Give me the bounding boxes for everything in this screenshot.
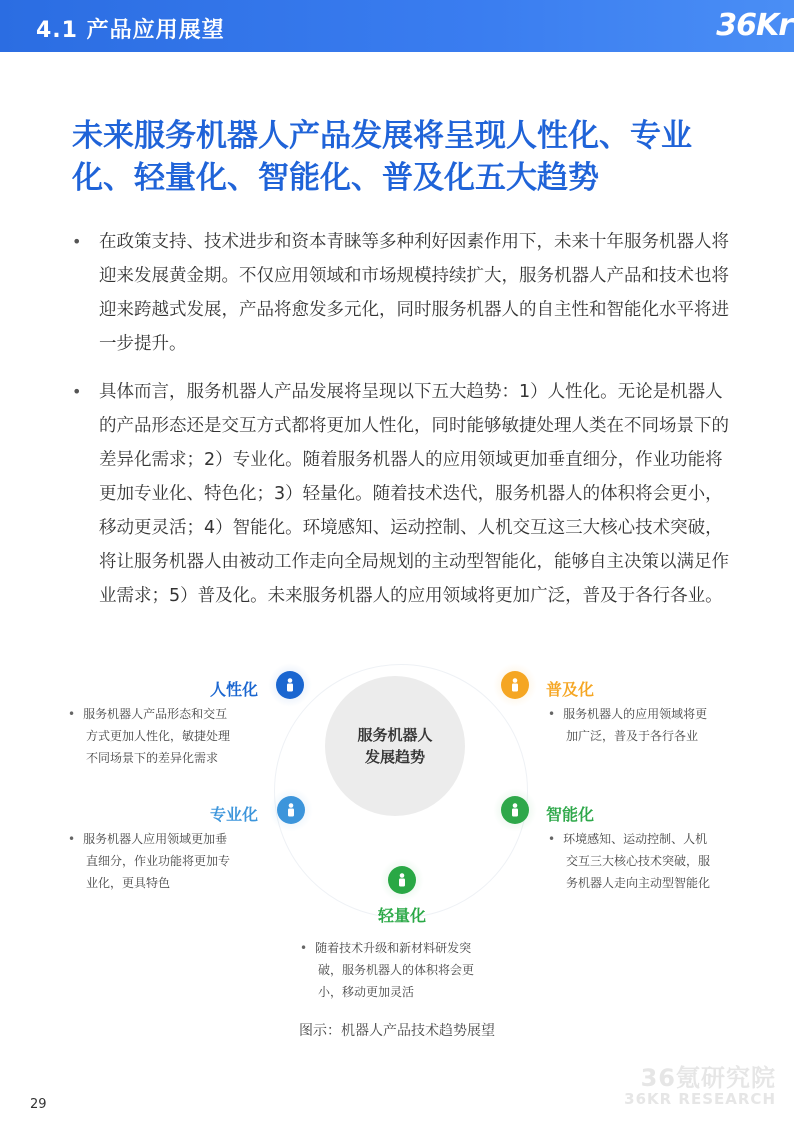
- bullet-dot: •: [72, 382, 82, 401]
- desc-line: 小，移动更加灵活: [318, 985, 415, 999]
- desc-bullet: •: [548, 832, 556, 846]
- desc-line: 交互三大核心技术突破，服: [566, 854, 711, 868]
- desc-line: • 随着技术升级和新材料研发突: [300, 941, 472, 955]
- trend-title-popularized: 普及化: [546, 680, 595, 699]
- desc-bullet: •: [300, 941, 308, 955]
- person-icon: [388, 866, 416, 894]
- center-label-line1: 服务机器人: [357, 726, 433, 744]
- trend-desc-popularized: [548, 703, 748, 747]
- desc-line: • 服务机器人应用领域更加垂: [68, 832, 228, 846]
- trend-desc-humanized: [68, 703, 268, 769]
- trend-desc-professional: [68, 828, 268, 894]
- trend-title-lightweight: 轻量化: [378, 906, 427, 925]
- header-bar: [0, 0, 794, 52]
- desc-bullet: •: [68, 707, 76, 721]
- person-icon: [501, 671, 529, 699]
- trend-title-intelligent: 智能化: [546, 805, 595, 824]
- page-headline: 未来服务机器人产品发展将呈现人性化、专业化、轻量化、智能化、普及化五大趋势: [72, 118, 692, 196]
- watermark-cn: 36氪研究院: [640, 1064, 776, 1092]
- person-icon: [277, 796, 305, 824]
- trend-desc-intelligent: [548, 828, 748, 894]
- person-icon: [276, 671, 304, 699]
- bullet-item: [72, 375, 732, 613]
- bullet-item: [72, 225, 732, 361]
- brand-logo: 36Kr: [716, 8, 792, 43]
- figure-caption: 图示：机器人产品技术趋势展望: [299, 1023, 495, 1039]
- watermark-en: 36KR RESEARCH: [624, 1090, 776, 1108]
- person-icon: [501, 796, 529, 824]
- desc-line: 破，服务机器人的体积将会更: [318, 963, 475, 977]
- section-title: 4.1 产品应用展望: [36, 18, 225, 43]
- diagram-center: [325, 676, 465, 816]
- trend-title-professional: 专业化: [210, 805, 259, 824]
- desc-line: 业化，更具特色: [86, 876, 171, 890]
- desc-line: 务机器人走向主动型智能化: [566, 876, 711, 890]
- desc-bullet: •: [548, 707, 556, 721]
- desc-line: 直细分，作业功能将更加专: [86, 854, 231, 868]
- page-number: 29: [30, 1097, 47, 1112]
- bullet-text: 在政策支持、技术进步和资本青睐等多种利好因素作用下，未来十年服务机器人将迎来发展黄金期。不仅应用领域和市场规模持续扩大，服务机器人产品和技术也将迎来跨越式发展，产品将愈发多元化，同时服务机器人的自主性和智能化水平将进一步提升。: [99, 232, 729, 354]
- desc-line: 方式更加人性化，敏捷处理: [86, 729, 231, 743]
- desc-line: • 环境感知、运动控制、人机: [548, 832, 708, 846]
- bullet-text: 具体而言，服务机器人产品发展将呈现以下五大趋势：1）人性化。无论是机器人的产品形态还是交互方式都将更加人性化，同时能够敏捷处理人类在不同场景下的差异化需求；2）专业化。随着服务机器人的应用领域更加垂直细分，作业功能将更加专业化、特色化；3）轻量化。随着技术迭代，服务机器人的体积将会更小，移动更灵活；4）智能化。环境感知、运动控制、人机交互这三大核心技术突破，将让服务机器人由被动工作走向全局规划的主动型智能化，能够自主决策以满足作业需求；5）普及化。未来服务机器人的应用领域将更加广泛，普及于各行各业。: [99, 382, 729, 606]
- center-label-line2: 发展趋势: [364, 748, 425, 766]
- bullet-list: [72, 225, 732, 613]
- trend-desc-lightweight: [300, 937, 510, 1003]
- trend-title-humanized: 人性化: [210, 680, 259, 699]
- desc-bullet: •: [68, 832, 76, 846]
- desc-line: • 服务机器人的应用领域将更: [548, 707, 708, 721]
- desc-line: 不同场景下的差异化需求: [86, 751, 219, 765]
- desc-line: 加广泛，普及于各行各业: [566, 729, 699, 743]
- bullet-dot: •: [72, 232, 82, 251]
- desc-line: • 服务机器人产品形态和交互: [68, 707, 228, 721]
